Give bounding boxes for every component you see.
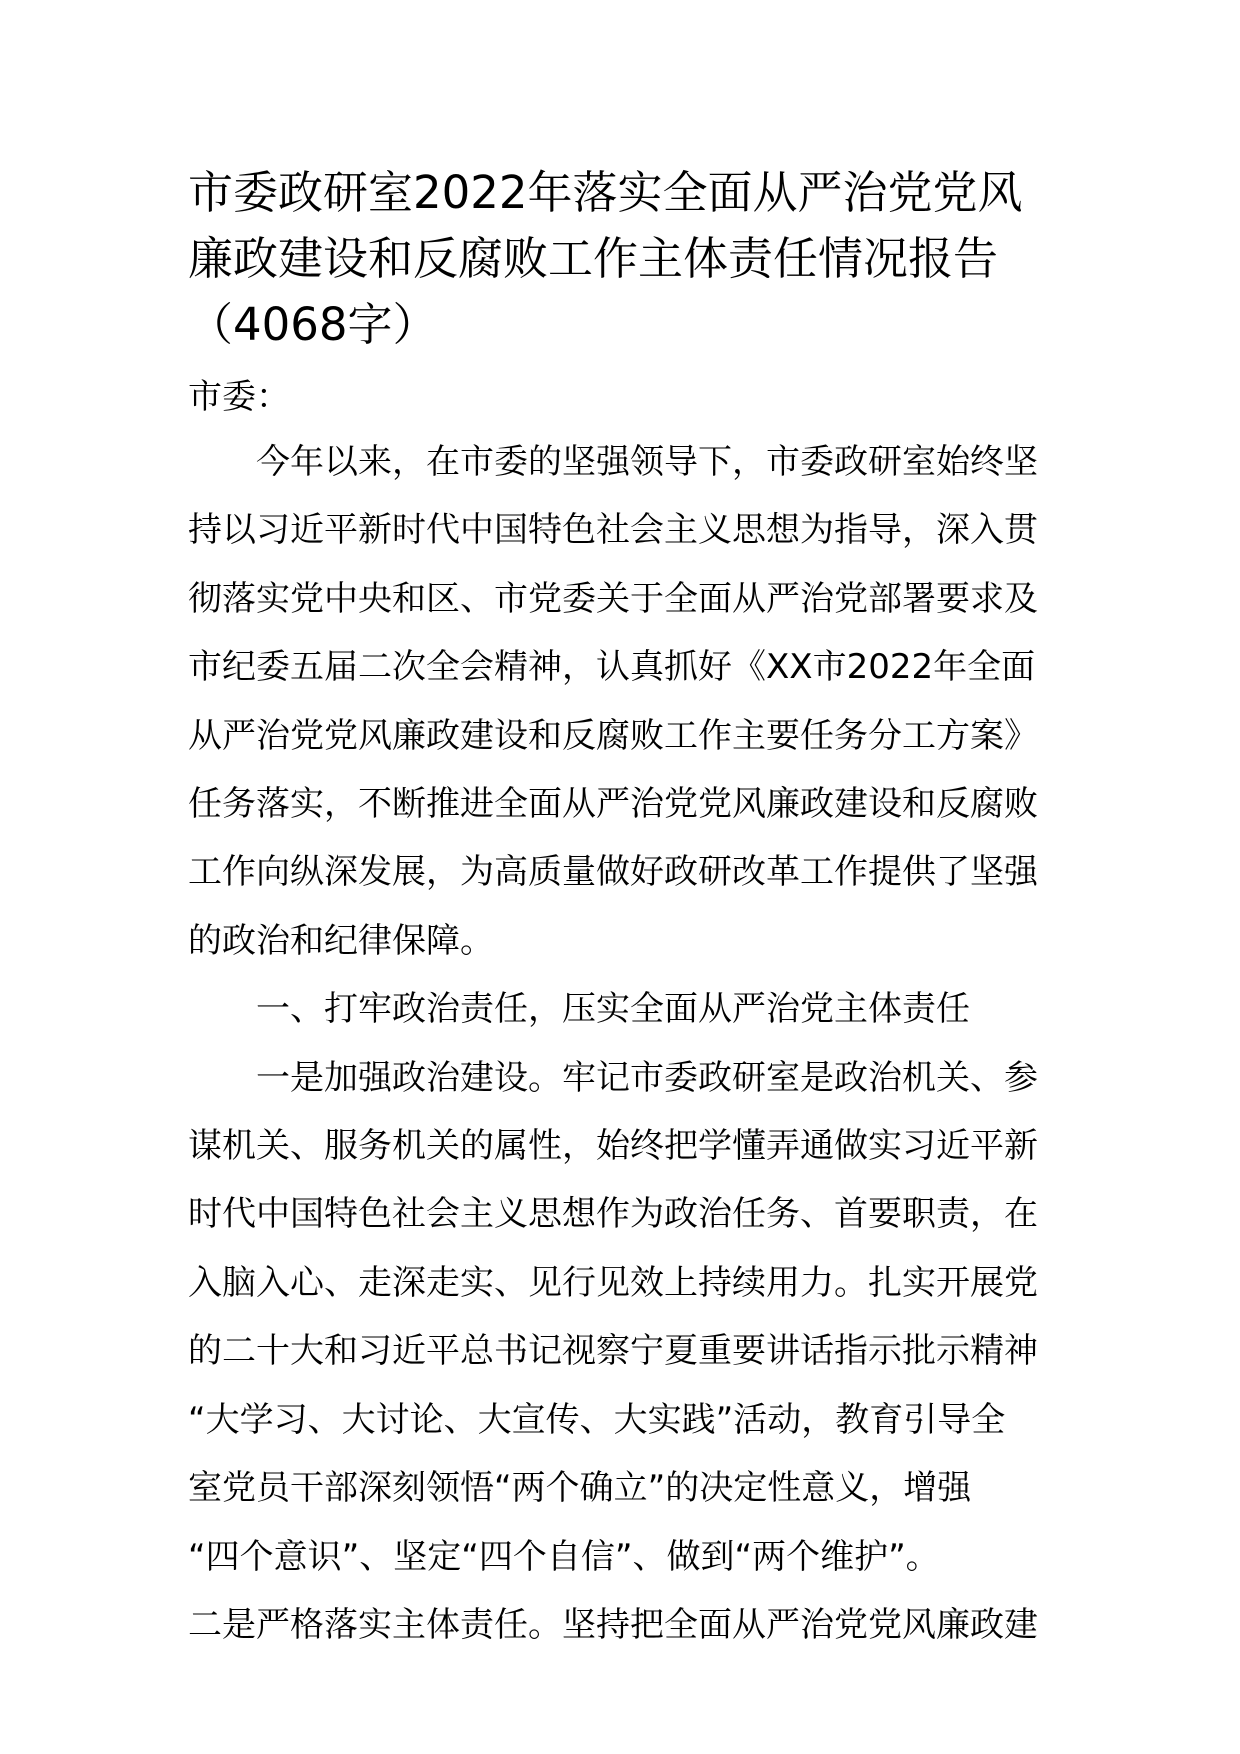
intro-line-6: 任务落实，不断推进全面从严治党党风廉政建设和反腐败 xyxy=(188,784,1038,825)
title-line-3: （4068字） xyxy=(188,298,438,351)
intro-line-8: 的政治和纪律保障。 xyxy=(188,920,494,961)
title-line-2: 廉政建设和反腐败工作主体责任情况报告 xyxy=(188,232,999,285)
section-1-heading: 一、打牢政治责任，压实全面从严治党主体责任 xyxy=(256,989,970,1030)
s1p1-line-6: “大学习、大讨论、大宣传、大实践”活动，教育引导全 xyxy=(188,1399,1006,1440)
s1p1-line-8: “四个意识”、坚定“四个自信”、做到“两个维护”。 xyxy=(188,1536,940,1577)
s1p1-line-5: 的二十大和习近平总书记视察宁夏重要讲话指示批示精神 xyxy=(188,1331,1038,1372)
intro-line-5: 从严治党党风廉政建设和反腐败工作主要任务分工方案》 xyxy=(188,715,1038,756)
s1p1-line-1: 一是加强政治建设。牢记市委政研室是政治机关、参 xyxy=(256,1057,1038,1098)
document-body xyxy=(188,160,1056,1659)
intro-line-4: 市纪委五届二次全会精神，认真抓好《XX市2022年全面 xyxy=(188,647,1036,688)
intro-line-3: 彻落实党中央和区、市党委关于全面从严治党部署要求及 xyxy=(188,578,1038,619)
section-1-paragraph-2 xyxy=(188,1591,1056,1659)
s1p1-line-7: 室党员干部深刻领悟“两个确立”的决定性意义，增强 xyxy=(188,1468,972,1509)
title-line-1: 市委政研室2022年落实全面从严治党党风 xyxy=(188,166,1023,219)
s1p1-line-3: 时代中国特色社会主义思想作为政治任务、首要职责，在 xyxy=(188,1194,1038,1235)
s1p1-line-4: 入脑入心、走深走实、见行见效上持续用力。扎实开展党 xyxy=(188,1262,1038,1303)
intro-line-2: 持以习近平新时代中国特色社会主义思想为指导，深入贯 xyxy=(188,510,1038,551)
intro-line-7: 工作向纵深发展，为高质量做好政研改革工作提供了坚强 xyxy=(188,852,1038,893)
s1p1-line-2: 谋机关、服务机关的属性，始终把学懂弄通做实习近平新 xyxy=(188,1126,1038,1167)
salutation: 市委： xyxy=(188,377,290,417)
section-1-paragraph-1 xyxy=(188,1044,1056,1591)
intro-paragraph xyxy=(188,428,1056,975)
document-title xyxy=(188,160,1056,358)
intro-line-1: 今年以来，在市委的坚强领导下，市委政研室始终坚 xyxy=(256,442,1038,482)
s1p2-line-1: 二是严格落实主体责任。坚持把全面从严治党党风廉政建 xyxy=(188,1604,1038,1645)
